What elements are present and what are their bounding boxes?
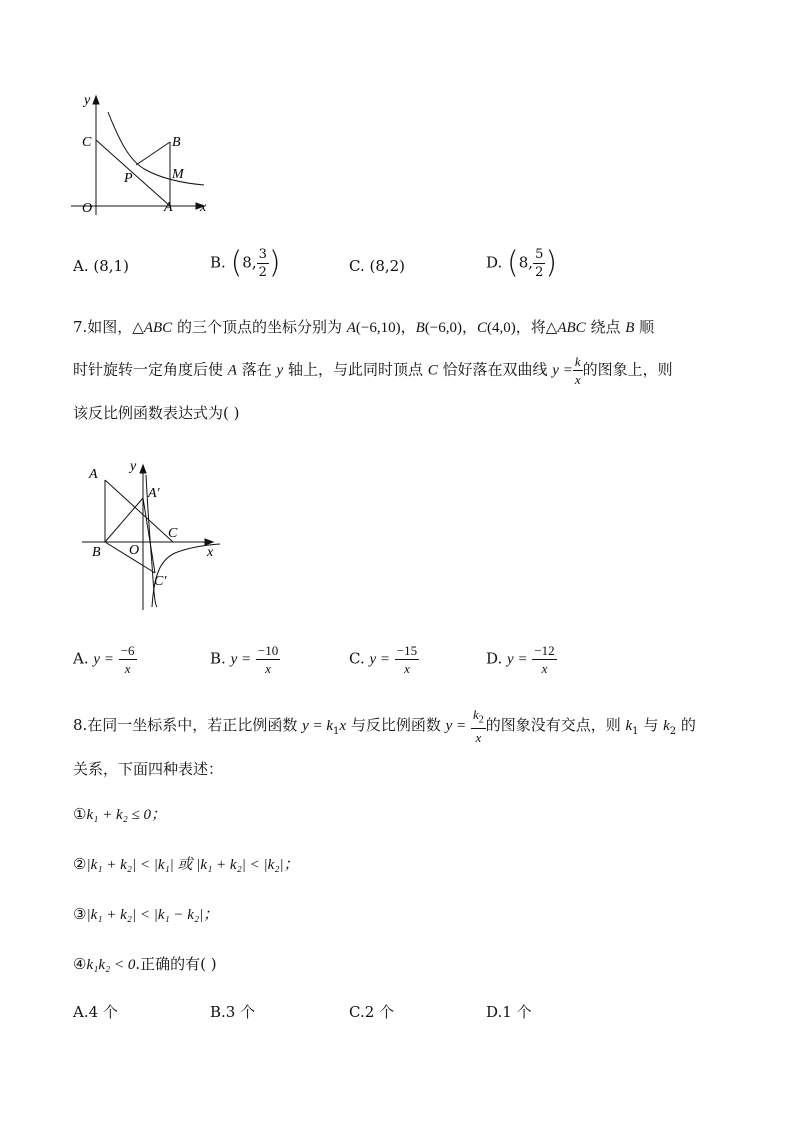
q8-item-1 [73, 803, 166, 824]
q8-item-2 [73, 853, 299, 874]
item-expression: |k₁ + k₂| < |k₁ − k₂|； [86, 907, 219, 923]
q8-line1 [73, 708, 696, 744]
text: 落在 [236, 360, 277, 379]
sep: ， [462, 318, 478, 336]
frac-den: x [265, 661, 271, 676]
var-k: k [625, 717, 633, 734]
coord-A: (−6,10) [355, 320, 401, 336]
q6-option-a[interactable]: A. (8,1) [73, 257, 129, 275]
text: 与 [638, 715, 664, 734]
item-number: ② [73, 855, 87, 873]
q7-line1 [73, 316, 654, 337]
figure-q6-graph [66, 90, 216, 220]
item-expression: k₁k₂ < 0 [86, 957, 136, 973]
q8-option-a[interactable]: A.4 个 [73, 1003, 118, 1021]
option-letter: B. [210, 649, 231, 668]
text: 的图象上，则 [582, 360, 673, 379]
q7-line3: 该反比例函数表达式为( ) [73, 404, 240, 422]
y-axis-arrow [93, 96, 99, 104]
text: 顺 [634, 318, 655, 336]
coord-B: (−6,0) [424, 320, 463, 336]
label-P: P [124, 171, 133, 186]
item-expression: k₁ + k₂ ≤ 0； [86, 807, 167, 823]
point-x: 8, [518, 253, 534, 272]
frac-den: x [541, 661, 548, 676]
label-A1: A′ [148, 486, 160, 501]
segment-A1C1 [143, 498, 155, 573]
q6-option-d[interactable]: D. (8, $\frac{5}{2}$ ) [486, 245, 558, 281]
option-letter: A. [73, 649, 94, 668]
frac-num: −12 [534, 643, 555, 658]
label-A: A [89, 467, 98, 482]
option-letter: C. [349, 649, 370, 668]
equation: y = [230, 651, 252, 668]
label-B: B [92, 545, 101, 560]
label-x: x [207, 545, 214, 560]
frac-num: 3 [258, 247, 267, 262]
segment-PB [136, 142, 170, 165]
equation: y = [93, 651, 114, 668]
label-C1: C′ [154, 574, 167, 589]
label-O: O [82, 201, 93, 216]
q8-item-3 [73, 903, 218, 924]
sep: ， [400, 318, 416, 336]
point-A: A [227, 362, 237, 379]
point-A: A [346, 320, 356, 336]
figure-q7-graph [80, 455, 225, 615]
var-k: k [663, 717, 670, 734]
q8-line2: 关系，下面四种表述： [73, 760, 224, 778]
var-x: x [339, 717, 347, 734]
subscript: 1 [632, 725, 639, 737]
segment-BA1 [105, 498, 143, 542]
item-number: ③ [73, 905, 87, 923]
q8-option-b[interactable]: B.3 个 [210, 1003, 256, 1021]
text: 恰好落在双曲线 [437, 360, 553, 379]
subscript: 2 [478, 714, 484, 726]
text: 时针旋转一定角度后使 [73, 360, 228, 379]
frac-den: x [124, 661, 131, 676]
text: 绕点 [585, 318, 626, 336]
frac-den: x [574, 372, 581, 387]
frac-den: 2 [535, 265, 544, 280]
frac-num: −15 [396, 643, 418, 658]
equation: y = k [302, 717, 334, 734]
item-expression: |k₁ + k₂| < |k₁| 或 |k₁ + k₂| < |k₂|； [86, 857, 299, 873]
segment-AC [105, 480, 173, 542]
q7-option-c[interactable] [349, 644, 419, 675]
coord-C: (4,0) [487, 320, 516, 336]
point-x: 8, [242, 253, 257, 272]
frac-num: −6 [120, 643, 135, 658]
text: 7.如图，△ [73, 318, 144, 336]
label-O: O [129, 543, 140, 558]
subscript: 2 [669, 725, 677, 737]
label-A: A [164, 200, 173, 215]
text: 与反比例函数 [346, 715, 446, 734]
text: 8.在同一坐标系中，若正比例函数 [73, 715, 303, 734]
option-letter: B. [210, 253, 231, 272]
frac-num: k [472, 707, 479, 722]
equation: y = [445, 717, 467, 734]
item-number: ① [73, 805, 87, 823]
frac-num: k [574, 354, 581, 369]
equation: y = [507, 651, 528, 668]
triangle-name: ABC [557, 320, 586, 336]
frac-den: x [404, 661, 410, 676]
q8-item-4 [73, 953, 217, 974]
var-y: y [276, 362, 284, 379]
q7-line2 [73, 355, 673, 386]
frac-num: −10 [257, 643, 279, 658]
q7-option-d[interactable] [486, 644, 557, 675]
option-letter: D. [486, 253, 508, 272]
equation: y = [369, 651, 391, 668]
point-B: B [415, 320, 425, 336]
point-C: C [427, 362, 438, 379]
q7-option-a[interactable] [73, 644, 137, 675]
text: ，将△ [515, 318, 558, 336]
point-C: C [477, 320, 488, 336]
frac-den: 2 [258, 265, 267, 280]
text: 的 [676, 715, 696, 734]
subscript: 1 [333, 725, 340, 737]
q6-option-b[interactable]: B. (8, $\frac{3}{2}$ ) [210, 245, 281, 281]
y-axis-arrow [140, 465, 146, 473]
hyperbola-curve [108, 112, 204, 185]
label-B: B [172, 135, 181, 150]
text: 的三个顶点的坐标分别为 [172, 318, 347, 336]
point-B: B [625, 320, 635, 336]
label-C: C [82, 135, 92, 150]
text: 轴上，与此同时顶点 [283, 360, 428, 379]
label-y: y [130, 459, 137, 474]
label-C: C [168, 526, 178, 541]
option-letter: D. [486, 649, 508, 668]
triangle-name: ABC [143, 320, 173, 336]
q8-option-c[interactable]: C.2 个 [349, 1003, 395, 1021]
equation: y = [552, 362, 573, 379]
text: .正确的有( ) [135, 955, 217, 973]
text: 的图象没有交点，则 [485, 715, 626, 734]
q8-option-d[interactable]: D.1 个 [486, 1003, 532, 1021]
label-M: M [172, 167, 184, 182]
label-x: x [200, 200, 207, 215]
label-y: y [84, 93, 91, 108]
item-number: ④ [73, 955, 87, 973]
q6-option-c[interactable]: C. (8,2) [349, 257, 406, 275]
frac-num: 5 [535, 247, 544, 262]
frac-den: x [475, 729, 482, 745]
q7-option-b[interactable] [210, 644, 280, 675]
